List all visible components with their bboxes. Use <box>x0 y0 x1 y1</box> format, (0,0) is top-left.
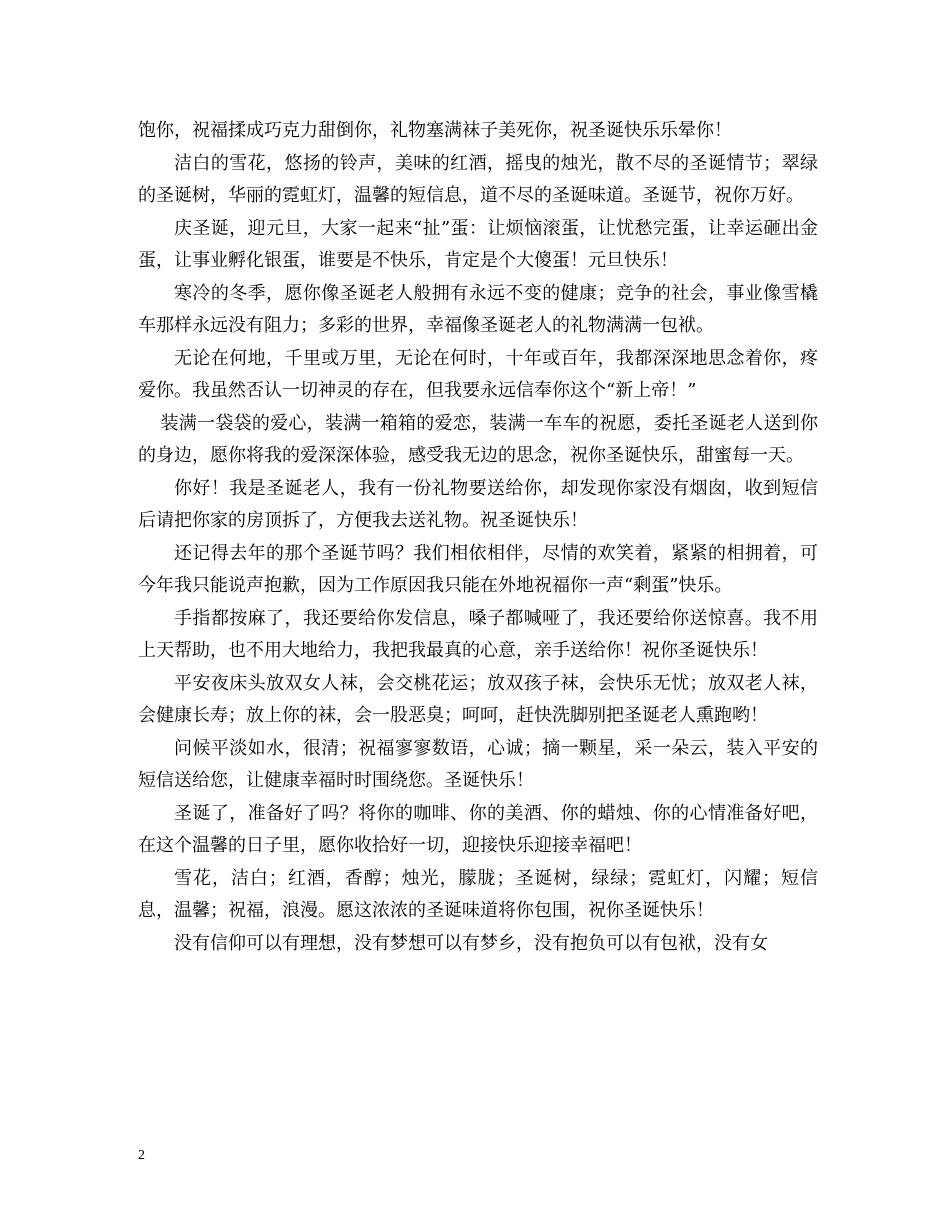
paragraph-14: 没有信仰可以有理想，没有梦想可以有梦乡，没有抱负可以有包袱，没有女 <box>174 932 768 954</box>
paragraph-10: 平安夜床头放双女人袜，会交桃花运；放双孩子袜，会快乐无忧；放双老人袜，会健康长寿；放上你的袜，会一股恶臭；呵呵，赶快洗脚别把圣诞老人熏跑哟！ <box>138 672 818 726</box>
paragraph-3: 庆圣诞，迎元旦，大家一起来“扯”蛋：让烦恼滚蛋，让忧愁完蛋，让幸运砸出金蛋，让事业孵化银蛋，谁要是不快乐，肯定是个大傻蛋！元旦快乐！ <box>138 217 818 271</box>
paragraph-13: 雪花，洁白；红酒，香醇；烛光，朦胧；圣诞树，绿绿；霓虹灯，闪耀；短信息，温馨；祝福，浪漫。愿这浓浓的圣诞味道将你包围，祝你圣诞快乐！ <box>138 867 818 921</box>
paragraph-2: 洁白的雪花，悠扬的铃声，美味的红酒，摇曳的烛光，散不尽的圣诞情节；翠绿的圣诞树，华丽的霓虹灯，温馨的短信息，道不尽的圣诞味道。圣诞节，祝你万好。 <box>138 152 818 206</box>
paragraph-12: 圣诞了，准备好了吗？将你的咖啡、你的美酒、你的蜡烛、你的心情准备好吧，在这个温馨的日子里，愿你收拾好一切，迎接快乐迎接幸福吧！ <box>138 802 818 856</box>
paragraph-4: 寒冷的冬季，愿你像圣诞老人般拥有永远不变的健康；竞争的社会，事业像雪橇车那样永远没有阻力；多彩的世界，幸福像圣诞老人的礼物满满一包袱。 <box>138 282 818 336</box>
paragraph-7: 你好！我是圣诞老人，我有一份礼物要送给你，却发现你家没有烟囱，收到短信后请把你家的房顶拆了，方便我去送礼物。祝圣诞快乐！ <box>138 477 818 531</box>
paragraph-11: 问候平淡如水，很清；祝福寥寥数语，心诚；摘一颗星，采一朵云，装入平安的短信送给您，让健康幸福时时围绕您。圣诞快乐！ <box>138 737 818 791</box>
paragraph-9: 手指都按麻了，我还要给你发信息，嗓子都喊哑了，我还要给你送惊喜。我不用上天帮助，也不用大地给力，我把我最真的心意，亲手送给你！祝你圣诞快乐！ <box>138 607 818 661</box>
paragraph-1: 饱你，祝福揉成巧克力甜倒你，礼物塞满袜子美死你，祝圣诞快乐乐晕你！ <box>138 120 732 141</box>
paragraph-6: 装满一袋袋的爱心，装满一箱箱的爱恋，装满一车车的祝愿，委托圣诞老人送到你的身边，愿你将我的爱深深体验，感受我无边的思念，祝你圣诞快乐，甜蜜每一天。 <box>138 412 818 466</box>
page-number: 2 <box>138 1148 145 1163</box>
paragraph-5: 无论在何地，千里或万里，无论在何时，十年或百年，我都深深地思念着你，疼爱你。我虽然否认一切神灵的存在，但我要永远信奉你这个“新上帝！” <box>138 347 818 401</box>
document-body <box>138 115 818 960</box>
paragraph-8: 还记得去年的那个圣诞节吗？我们相依相伴，尽情的欢笑着，紧紧的相拥着，可今年我只能说声抱歉，因为工作原因我只能在外地祝福你一声“剩蛋”快乐。 <box>138 542 818 596</box>
